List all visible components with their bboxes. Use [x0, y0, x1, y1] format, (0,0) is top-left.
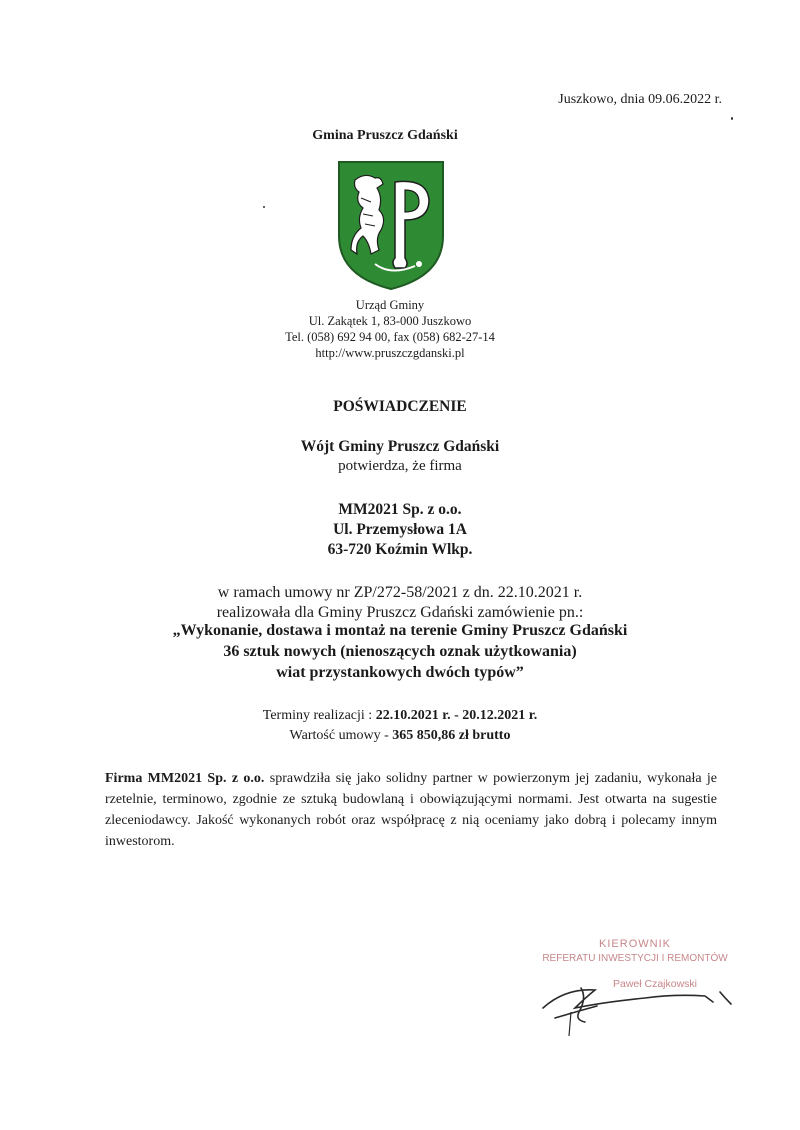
company-street: Ul. Przemysłowa 1A: [333, 521, 467, 538]
value-line: [0, 726, 800, 746]
stamp-name: Paweł Czajkowski: [612, 978, 698, 990]
document-date: Juszkowo, dnia 09.06.2022 r.: [558, 92, 722, 107]
terms-line: [0, 706, 800, 726]
issuer-name: Wójt Gminy Pruszcz Gdański: [300, 438, 500, 455]
office-website: http://www.pruszczgdanski.pl: [315, 346, 465, 360]
terms-value: 22.10.2021 r. - 20.12.2021 r.: [375, 708, 538, 723]
value-label: Wartość umowy -: [289, 728, 389, 743]
recommendation-company: Firma MM2021 Sp. z o.o.: [105, 771, 265, 786]
order-title-line: wiat przystankowych dwóch typów”: [276, 664, 524, 681]
order-title-line: „Wykonanie, dostawa i montaż na terenie Gminy Pruszcz Gdański: [172, 622, 628, 639]
company-city: 63-720 Koźmin Wlkp.: [327, 541, 473, 558]
company-block: [0, 500, 800, 560]
contract-block: [0, 583, 800, 623]
stamp-title: KIEROWNIK: [599, 938, 671, 950]
issuer-heading: Gmina Pruszcz Gdański: [312, 128, 458, 143]
confirms-text: potwierdza, że firma: [338, 458, 462, 474]
scan-speck: [263, 206, 265, 208]
terms-block: [0, 706, 800, 746]
order-title-line: 36 sztuk nowych (nienoszących oznak użytkowania): [223, 643, 577, 660]
document-title: POŚWIADCZENIE: [333, 398, 467, 415]
company-name: MM2021 Sp. z o.o.: [338, 501, 462, 518]
office-street: Ul. Zakątek 1, 83-000 Juszkowo: [308, 314, 472, 328]
order-line: realizowała dla Gminy Pruszcz Gdański zamówienie pn.:: [216, 604, 584, 621]
contract-line: w ramach umowy nr ZP/272-58/2021 z dn. 22.10.2021 r.: [217, 584, 583, 601]
scan-speck: [731, 117, 733, 120]
value-amount: 365 850,86 zł brutto: [392, 728, 511, 743]
order-title: [0, 620, 800, 683]
stamp-department: REFERATU INWESTYCJI I REMONTÓW: [542, 953, 728, 964]
recommendation-paragraph: [105, 768, 717, 852]
office-name: Urząd Gminy: [355, 298, 425, 312]
office-address: [200, 297, 580, 361]
coat-of-arms-icon: [335, 158, 447, 292]
terms-label: Terminy realizacji :: [262, 708, 373, 723]
handwritten-signature: [535, 968, 735, 1038]
recommendation-text: sprawdziła się jako solidny partner w powierzonym jej zadaniu, wykonała je rzetelnie, terminowo, zgodnie ze sztuką budowlaną i obowiązującymi normami. Jest otwarta na sugestie zleceniodawcy. Jakość wykonanych robót oraz współpracę z nią oceniamy jako dobrą i polecamy innym inwestorom.: [105, 771, 717, 849]
office-phone: Tel. (058) 692 94 00, fax (058) 682-27-14: [285, 330, 495, 344]
